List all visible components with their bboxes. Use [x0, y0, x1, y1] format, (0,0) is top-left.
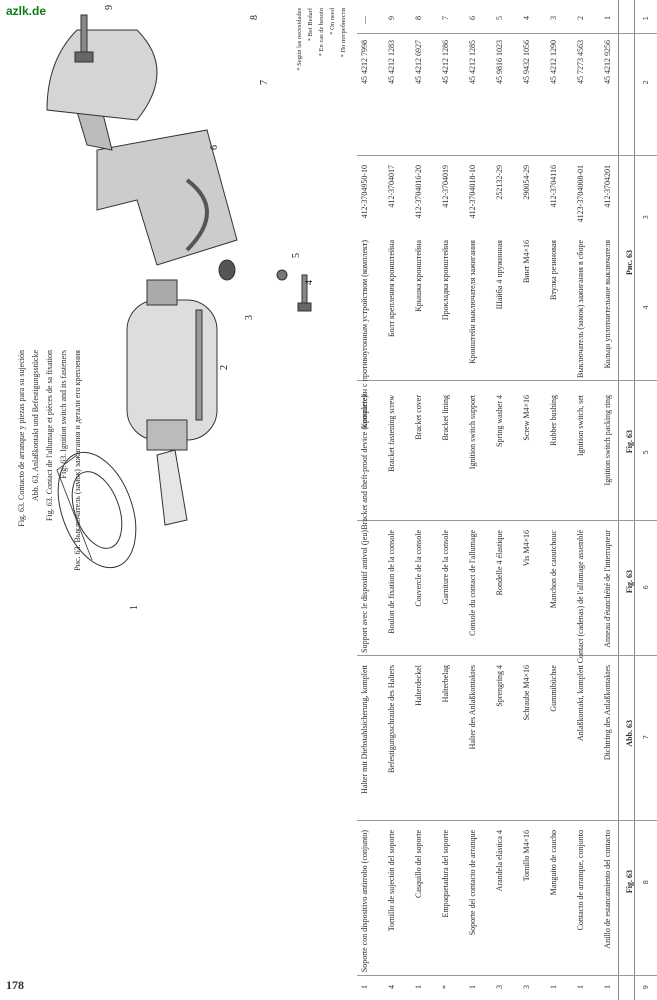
figure-caption: Fig. 63. Ignition switch and its fasteners [59, 350, 68, 479]
table-cell-pos: 8 [414, 16, 423, 20]
footnote: * On need [329, 8, 336, 35]
table-cell-qty: 1 [414, 985, 423, 989]
table-cell-part: 412-3704016-20 [414, 165, 423, 219]
table-cell-de: Halter mit Diebstahlsicherung, komplett [360, 665, 369, 794]
table-cell-part: 412-3704017 [387, 165, 396, 208]
col-num-1: 1 [642, 16, 650, 21]
table-cell-code: 45 4212 1290 [549, 40, 558, 84]
table-cell-ru: Кронштейн с противоугонным устройством (комплект) [360, 240, 369, 429]
callout-4: 4 [304, 280, 315, 285]
table-cell-code: 45 4212 1283 [387, 40, 396, 84]
footnote: * Según las necesidades [296, 8, 303, 71]
table-cell-en: Ignition switch support [468, 395, 477, 470]
table-cell-code: 45 7273 4563 [576, 40, 585, 84]
col-num-6: 6 [642, 585, 650, 590]
table-cell-qty: 1 [468, 985, 477, 989]
table-cell-ru: Винт М4×16 [522, 240, 531, 284]
header-fr: Fig. 63 [625, 570, 634, 594]
page-number: 178 [6, 978, 24, 992]
table-cell-en: Bracket cover [414, 395, 423, 440]
table-cell-es: Tornillo de sujeción del soporte [387, 830, 396, 932]
table-cell-qty: 1 [603, 985, 612, 989]
table-cell-pos: 7 [441, 16, 450, 20]
table-cell-es: Tornillo M4×16 [522, 830, 531, 882]
table-cell-pos: 1 [603, 16, 612, 20]
table-cell-code: 45 4212 9256 [603, 40, 612, 84]
table-cell-qty: 1 [549, 985, 558, 989]
table-cell-en: Bracket and theft-proof device (complete) [360, 395, 369, 530]
table-cell-fr: Support avec le dispositif antivol (jeu) [360, 530, 369, 653]
table-cell-ru: Шайба 4 пружинная [495, 240, 504, 310]
header-en: Fig. 63 [625, 430, 634, 454]
table-cell-es: Anillo de estancamiento del contacto [603, 830, 612, 949]
table-cell-en: Rubber bushing [549, 395, 558, 446]
table-cell-fr: Vis M4×16 [522, 530, 531, 567]
table-cell-qty: 1 [360, 985, 369, 989]
table-cell-de: Sprengring 4 [495, 665, 504, 707]
table-cell-de: Gummibüchse [549, 665, 558, 712]
table-cell-code: 45 4212 7998 [360, 40, 369, 84]
table-cell-es: Empaquetadura del soporte [441, 830, 450, 918]
table-cell-ru: Кронштейн выключателя зажигания [468, 240, 477, 364]
header-es: Fig. 63 [625, 870, 634, 894]
table-cell-part: 4123-3704008-01 [576, 165, 585, 223]
packing-ring-drawing [44, 442, 151, 579]
table-cell-es: Casquillo del soporte [414, 830, 423, 898]
watermark: azlk.de [6, 4, 47, 18]
footnote: * По потребности [340, 8, 347, 58]
rubber-bushing-drawing [219, 260, 235, 280]
table-cell-ru: Прокладка кронштейна [441, 240, 450, 321]
figure-caption: Abb. 63. Anlaßkontakt und Befestigungsstücke [31, 350, 40, 502]
col-num-5: 5 [642, 450, 650, 455]
table-cell-fr: Contact (cadenas) de l'allumage assemblé [576, 530, 585, 664]
callout-2: 2 [219, 365, 230, 370]
table-cell-code: 45 9816 1023 [495, 40, 504, 84]
table-cell-de: Halter des Anlaßkontaktes [468, 665, 477, 750]
header-ru: Рис. 63 [625, 250, 634, 276]
table-cell-part: 412-3704116 [549, 165, 558, 208]
table-cell-qty: 3 [522, 985, 531, 989]
footnote: * En cas de besoin [318, 8, 325, 57]
table-cell-ru: Кольцо уплотнительное выключателя [603, 240, 612, 369]
table-cell-part: 412-3704018-10 [468, 165, 477, 219]
ignition-switch-drawing [127, 280, 217, 525]
table-cell-fr: Anneau d'étanchéité de l'interrupteur [603, 530, 612, 648]
table-cell-de: Schraube M4×16 [522, 665, 531, 721]
table-cell-code: 45 4212 6927 [414, 40, 423, 84]
table-cell-de: Halterbelag [441, 665, 450, 703]
table-cell-fr: Boulon de fixation de la console [387, 530, 396, 634]
table-cell-en: Ignition switch, set [576, 395, 585, 457]
footnote: * Bei Bedarf [307, 8, 314, 42]
table-cell-de: Anlaßkontakt, komplett [576, 665, 585, 741]
callout-6: 6 [209, 145, 220, 150]
table-cell-pos: 5 [495, 16, 504, 20]
table-cell-es: Contacto de arranque, conjunto [576, 830, 585, 931]
table-cell-ru: Выключатель (замок) зажигания в сборе [576, 240, 585, 378]
callout-7: 7 [259, 80, 270, 85]
table-cell-ru: Крышка кронштейна [414, 240, 423, 312]
col-num-3: 3 [642, 215, 650, 220]
callout-5: 5 [291, 253, 302, 258]
table-cell-fr: Garniture de la console [441, 530, 450, 605]
col-num-4: 4 [642, 305, 650, 310]
table-cell-de: Befestigungsschraube des Halters [387, 665, 396, 773]
table-cell-en: Bracket lining [441, 395, 450, 441]
figure-caption: Fig. 63. Contacto de arranque y piezas para su sujeción [17, 350, 26, 527]
table-cell-qty: 3 [495, 985, 504, 989]
table-cell-es: Soporte del contacto de arranque [468, 830, 477, 936]
table-cell-pos: 3 [549, 16, 558, 20]
table-cell-part: 412-3704950-10 [360, 165, 369, 219]
table-cell-en: Screw M4×16 [522, 395, 531, 441]
table-cell-qty: 4 [387, 985, 396, 989]
col-num-9: 9 [642, 985, 650, 990]
callout-9: 9 [104, 5, 115, 10]
col-num-7: 7 [642, 735, 650, 740]
figure-caption: Рис. 63. Выключатель (замок) зажигания и детали его крепления [73, 350, 82, 571]
table-cell-ru: Болт крепления кронштейна [387, 240, 396, 337]
table-cell-es: Soporte con dispositivo antirrobo (conjunto) [360, 830, 369, 973]
callout-3: 3 [244, 315, 255, 320]
table-cell-en: Ignition switch packing ring [603, 395, 612, 486]
table-cell-pos: 6 [468, 16, 477, 20]
table-cell-part: 412-3704019 [441, 165, 450, 208]
callout-1: 1 [129, 605, 140, 610]
bracket-cover-drawing [47, 30, 157, 120]
col-num-2: 2 [642, 80, 650, 85]
table-cell-code: 45 4212 1286 [441, 40, 450, 84]
table-cell-fr: Console du contact de l'allumage [468, 530, 477, 636]
figure-caption: Fig. 63. Contact de l'allumage et pièces de sa fixation [45, 350, 54, 521]
table-cell-ru: Втулка резиновая [549, 240, 558, 300]
col-num-8: 8 [642, 880, 650, 885]
table-cell-pos: 2 [576, 16, 585, 20]
callout-8: 8 [249, 15, 260, 20]
spring-washer-drawing [277, 270, 287, 280]
table-cell-pos: — [360, 16, 369, 24]
table-cell-fr: Manchon de caoutchouc [549, 530, 558, 609]
table-cell-pos: 4 [522, 16, 531, 20]
header-de: Abb. 63 [625, 720, 634, 747]
table-cell-es: Arandela elástica 4 [495, 830, 504, 892]
table-cell-code: 45 9432 1056 [522, 40, 531, 84]
table-cell-de: Dichtring des Anlaßkontaktes [603, 665, 612, 761]
table-cell-es: Manguito de caucho [549, 830, 558, 896]
table-cell-qty: 1 [576, 985, 585, 989]
table-cell-qty: * [441, 985, 450, 989]
table-cell-part: 252132-29 [495, 165, 504, 200]
table-cell-fr: Rondelle 4 élastique [495, 530, 504, 596]
table-cell-de: Halterdeckel [414, 665, 423, 706]
table-cell-fr: Couvercle de la console [414, 530, 423, 607]
table-cell-en: Spring washer 4 [495, 395, 504, 447]
table-cell-code: 45 4212 1285 [468, 40, 477, 84]
table-cell-en: Bracket fastening screw [387, 395, 396, 472]
table-cell-pos: 9 [387, 16, 396, 20]
table-cell-part: 290054-29 [522, 165, 531, 200]
table-cell-part: 412-3704201 [603, 165, 612, 208]
